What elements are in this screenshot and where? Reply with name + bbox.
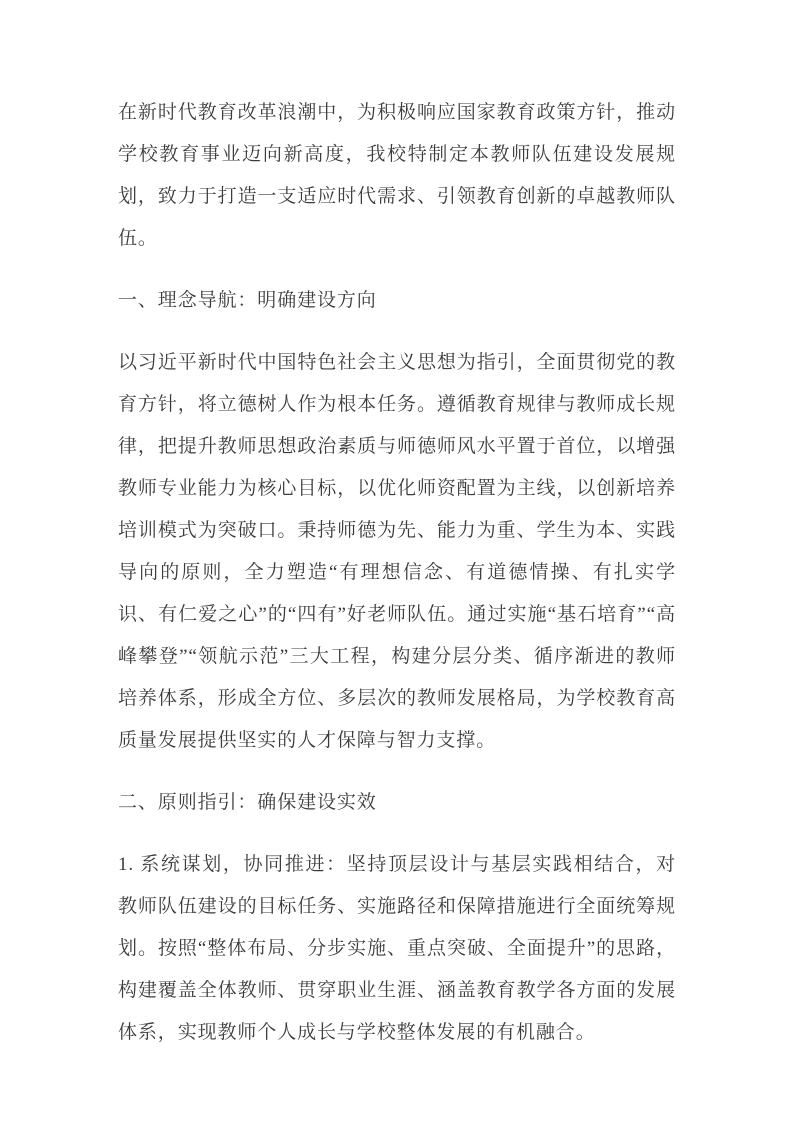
section-2-heading: 二、原则指引：确保建设实效 xyxy=(118,792,377,813)
section-1-heading: 一、理念导航：明确建设方向 xyxy=(118,290,377,311)
section-1-paragraph: 以习近平新时代中国特色社会主义思想为指引，全面贯彻党的教育方针，将立德树人作为根本任务。遵循教育规律与教师成长规律，把提升教师思想政治素质与师德师风水平置于首位，以增强教师专业能力为核心目标，以优化师资配置为主线，以创新培养培训模式为突破口。秉持师德为先、能力为重、学生为本、实践导向的原则，全力塑造“有理想信念、有道德情操、有扎实学识、有仁爱之心”的“四有”好老师队伍。通过实施“基石培育”“高峰攀登”“领航示范”三大工程，构建分层分类、循序渐进的教师培养体系，形成全方位、多层次的教师发展格局，为学校教育高质量发展提供坚实的人才保障与智力支撑。 xyxy=(118,352,676,751)
intro-paragraph: 在新时代教育改革浪潮中，为积极响应国家教育政策方针，推动学校教育事业迈向新高度，我校特制定本教师队伍建设发展规划，致力于打造一支适应时代需求、引领教育创新的卓越教师队伍。 xyxy=(118,102,676,249)
section-2-item-1-paragraph: 1. 系统谋划，协同推进：坚持顶层设计与基层实践相结合，对教师队伍建设的目标任务、实施路径和保障措施进行全面统筹规划。按照“整体布局、分步实施、重点突破、全面提升”的思路，构建覆盖全体教师、贯穿职业生涯、涵盖教育教学各方面的发展体系，实现教师个人成长与学校整体发展的有机融合。 xyxy=(118,854,676,1043)
document-page xyxy=(118,92,676,1074)
